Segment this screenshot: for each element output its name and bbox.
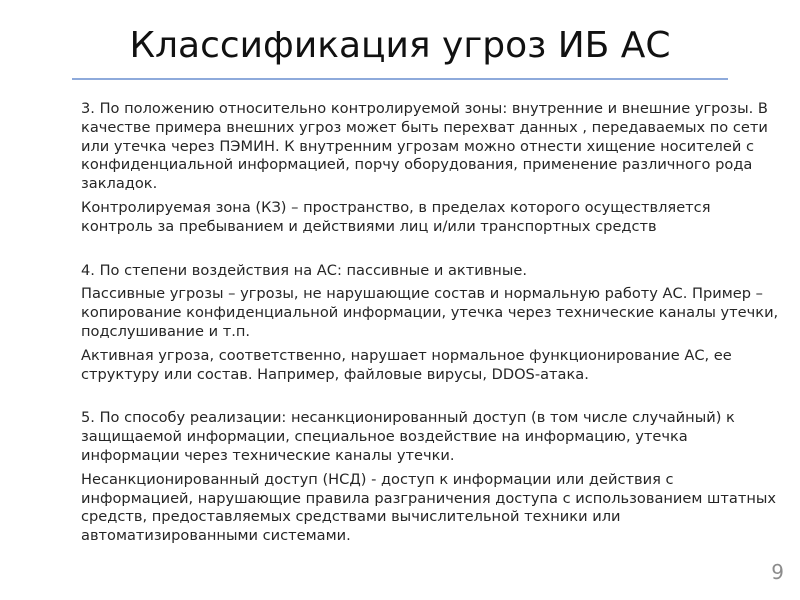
section-3-paragraph: 3. По положению относительно контролируемой зоны: внутренние и внешние угрозы. В качестве примера внешних угроз может быть перехват данных , передаваемых по сети или утечка через ПЭМИН. К внутренним угрозам можно отнести хищение носителей с конфиденциальной информацией, порчу оборудования, применение различного рода закладок. <box>81 100 768 193</box>
controlled-zone-definition: Контролируемая зона (КЗ) – пространство, в пределах которого осуществляется контроль за пребыванием и действиями лиц и/или транспортных средств <box>81 198 711 235</box>
slide-title: Классификация угроз ИБ АС <box>129 25 671 66</box>
spacer <box>81 242 781 262</box>
slide-body <box>81 100 781 551</box>
spacer <box>81 389 781 409</box>
section-4-paragraph: 4. По степени воздействия на АС: пассивные и активные. <box>81 261 527 279</box>
title-underline <box>72 78 728 80</box>
unauthorized-access-definition: Несанкционированный доступ (НСД) - доступ к информации или действия с информацией, нарушающие правила разграничения доступа с использованием штатных средств, предоставляемых средствами вычислительной техники или автоматизированными системами. <box>81 470 777 545</box>
page-number: 9 <box>771 560 784 584</box>
passive-threats-paragraph: Пассивные угрозы – угрозы, не нарушающие состав и нормальную работу АС. Пример – копирование конфиденциальной информации, утечка через технические каналы утечки, подслушивание и т.п. <box>81 285 779 340</box>
section-5-paragraph: 5. По способу реализации: несанкционированный доступ (в том числе случайный) к защищаемой информации, специальное воздействие на информацию, утечка информации через технические каналы утечки. <box>81 409 735 464</box>
active-threats-paragraph: Активная угроза, соответственно, нарушает нормальное функционирование АС, ее структуру или состав. Например, файловые вирусы, DDOS-атака. <box>81 346 732 383</box>
